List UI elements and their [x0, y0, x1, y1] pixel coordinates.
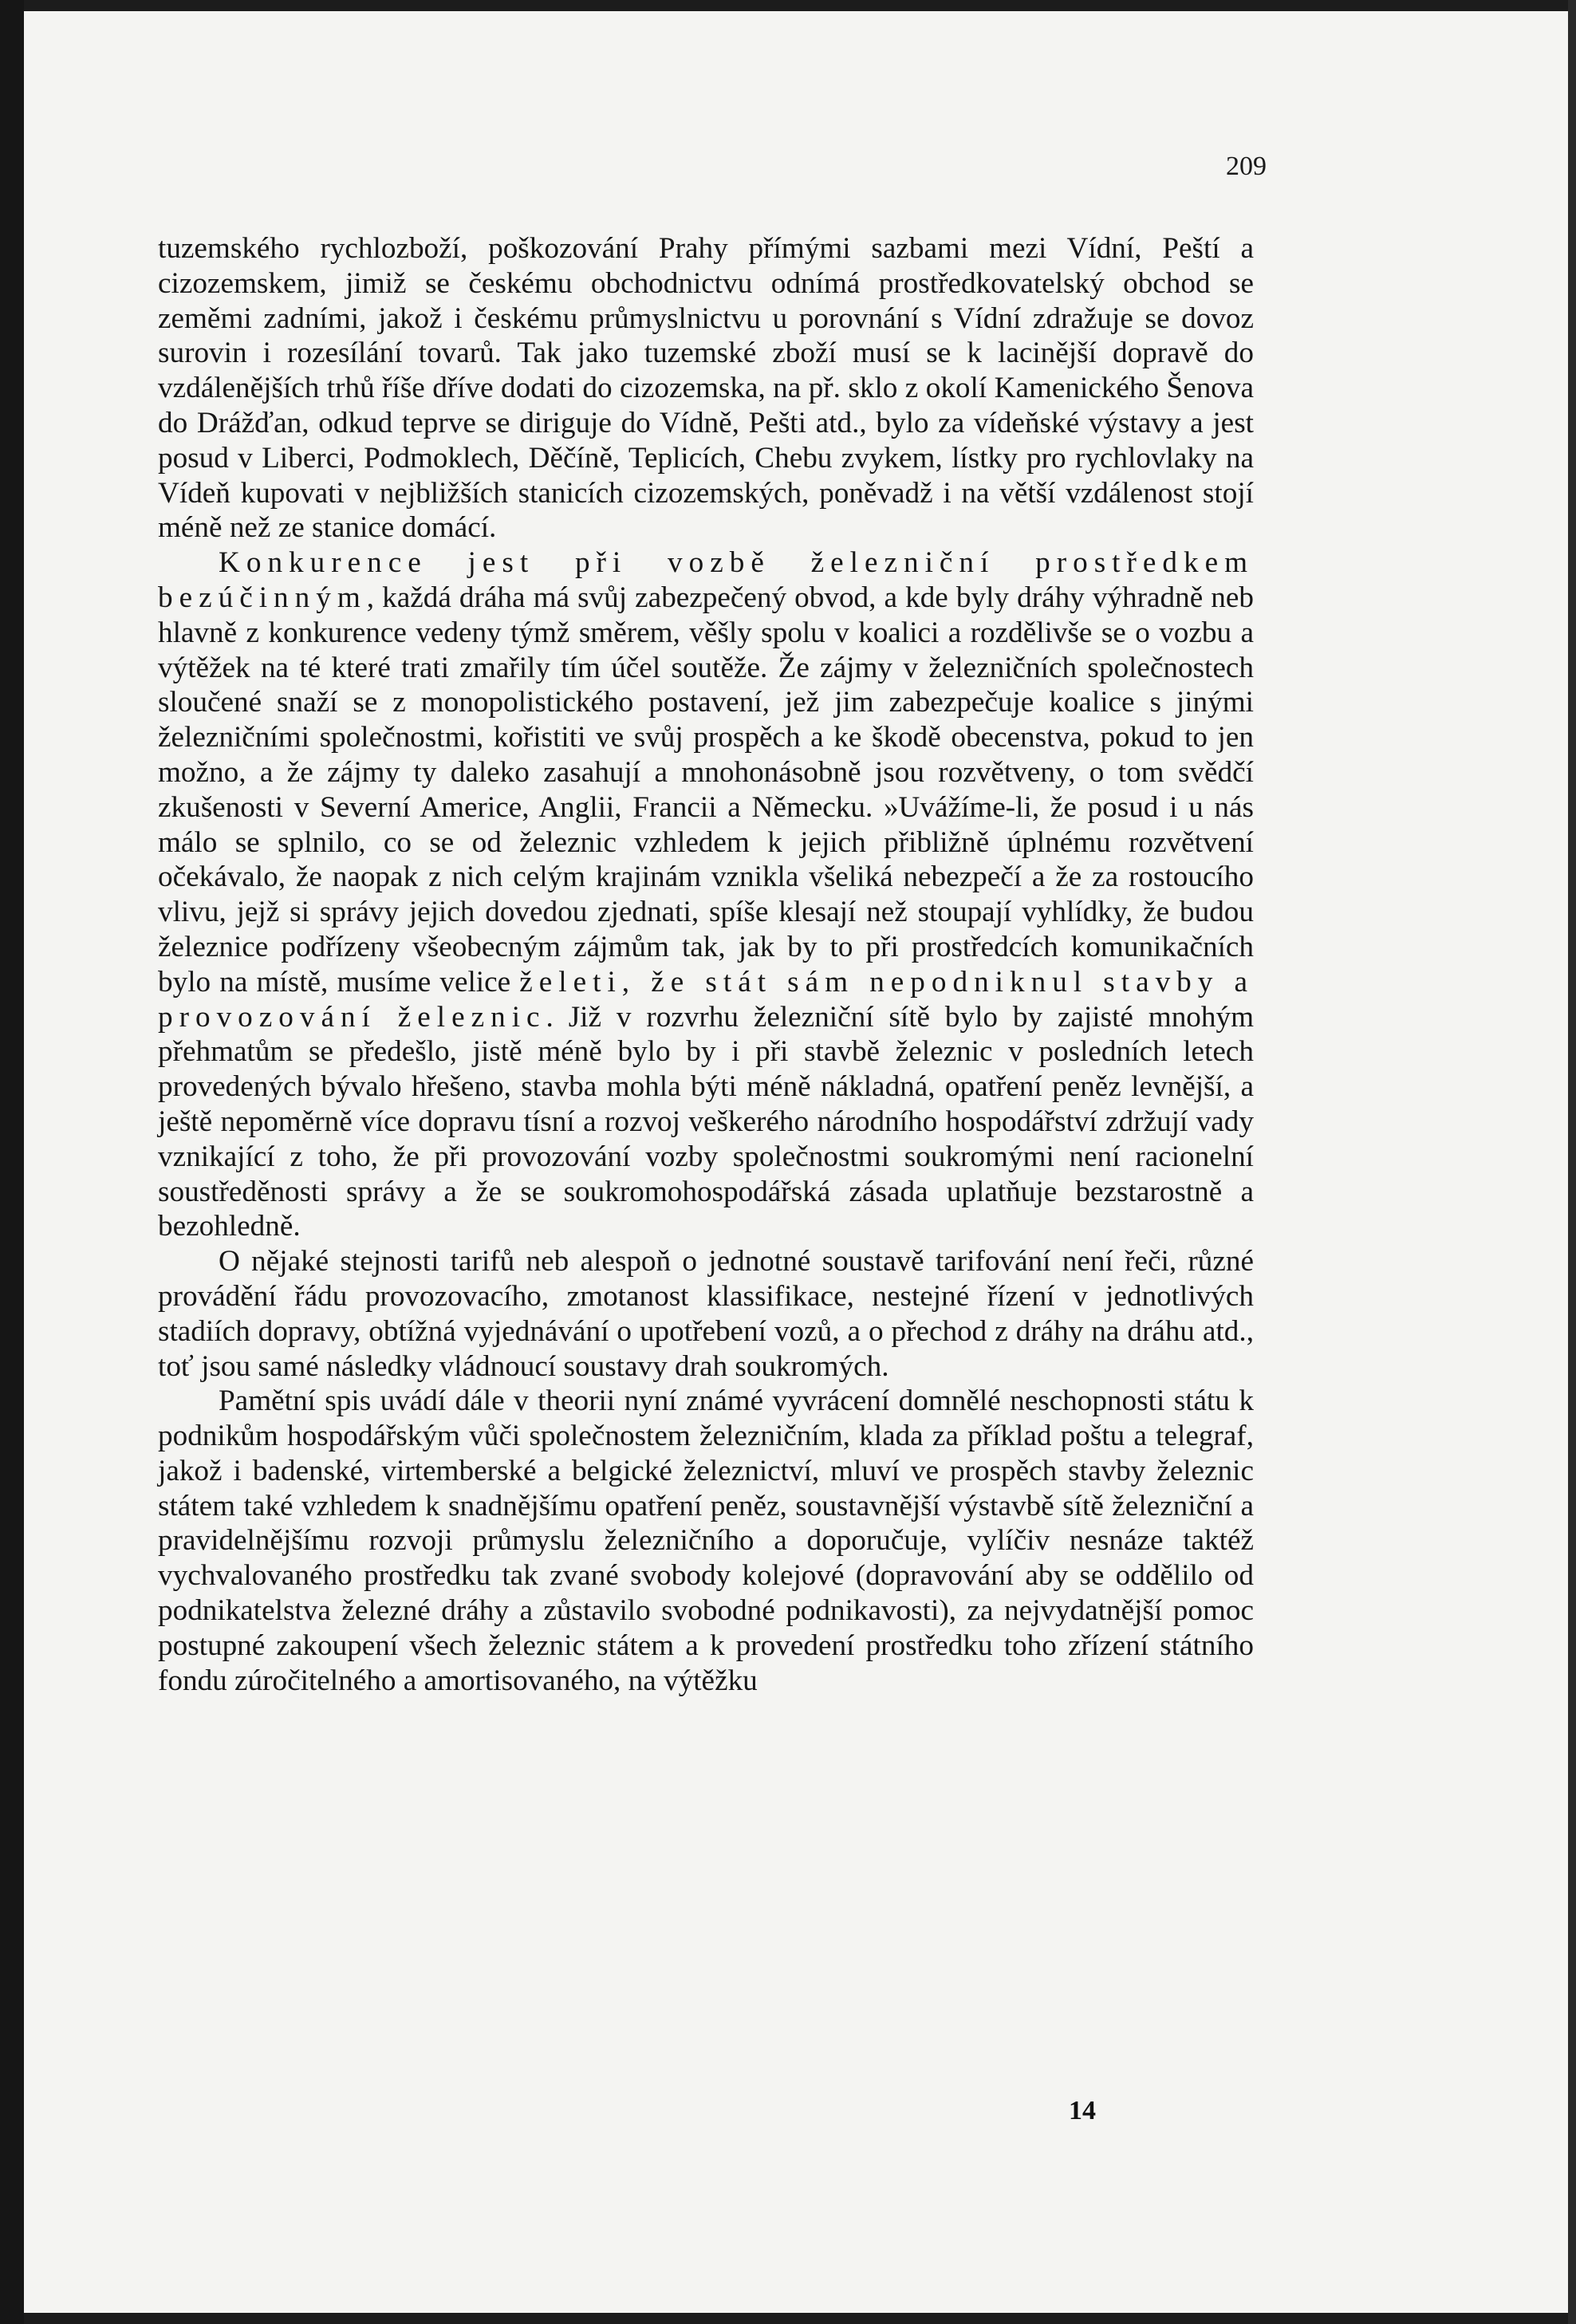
scan-left-edge	[0, 0, 24, 2324]
body-text	[158, 231, 1254, 1698]
spaced-emphasis-1: Konkurence jest při vozbě železniční prostředkem bezúčinným	[158, 546, 1254, 614]
scan-right-edge	[1568, 0, 1576, 2324]
paragraph-4: Pamětní spis uvádí dále v theorii nyní známé vyvrácení domnělé neschopnosti státu k podnikům hospodářským vůči společnostem železničním, klada za příklad poštu a telegraf, jakož i badenské, virtemberské a belgické železnictví, mluví ve prospěch stavby železnic státem také vzhledem k snadnějšímu opatření peněz, soustavnější výstavbě sítě železniční a pravidelnějšímu rozvoji průmyslu železničního a doporučuje, vylíčiv nesnáze taktéž vychvalovaného prostředku tak zvané svobody kolejové (dopravování aby se oddělilo od podnikatelstva železné dráhy a zůstavilo svobodné podnikavosti), za nejvydatnější pomoc postupné zakoupení všech železnic státem a k provedení prostředku toho zřízení státního fondu zúročitelného a amortisovaného, na výtěžku	[158, 1385, 1254, 1697]
paragraph-1: tuzemského rychlozboží, poškozování Prahy přímými sazbami mezi Vídní, Peští a cizozemskem, jimiž se českému obchodnictvu odnímá prostředkovatelský obchod se zeměmi zadními, jakož i českému průmyslnictvu u porovnání s Vídní zdražuje se dovoz surovin i rozesílání tovarů. Tak jako tuzemské zboží musí se k lacinější dopravě do vzdálenějších trhů říše dříve dodati do cizozemska, na př. sklo z okolí Kamenického Šenova do Drážďan, odkud teprve se diriguje do Vídně, Pešti atd., bylo za vídeňské výstavy a jest posud v Liberci, Podmoklech, Děčíně, Teplicích, Chebu zvykem, lístky pro rychlovlaky na Vídeň kupovati v nejbližších stanicích cizozemských, poněvadž i na větší vzdálenost stojí méně než ze stanice domácí.	[158, 232, 1254, 545]
page-number: 209	[1226, 152, 1267, 181]
signature-mark: 14	[1069, 2096, 1096, 2125]
paragraph-2-text-b: . Již v rozvrhu železniční sítě bylo by zajisté mnohým přehmatům se předešlo, jistě méně bylo by i při stavbě železnic v posledních letech provedených bývalo hřešeno, stavba mohla býti méně nákladná, opatření peněz levnější, a ještě nepoměrně více dopravu tísní a rozvoj veškerého národního hospodářství zdržují vady vznikající z toho, že při provozování vozby společnostmi soukromými není racionelní soustředěnosti správy a že se soukromohospodářská zásada uplatňuje bezstarostně a bezohledně.	[158, 1000, 1254, 1243]
paragraph-2-text-a: , každá dráha má svůj zabezpečený obvod, a kde byly dráhy výhradně neb hlavně z konkurence vedeny týmž směrem, věšly spolu v koalici a rozdělivše se o vozbu a výtěžek na té které trati zmařily tím účel soutěže. Že zájmy v železničních společnostech sloučené snaží se z monopolistického postavení, jež jim zabezpečuje koalice s jinými železničními společnostmi, kořistiti ve svůj prospěch a ke škodě obecenstva, pokud to jen možno, a že zájmy ty daleko zasahují a mnohonásobně jsou rozvětveny, o tom svědčí zkušenosti v Severní Americe, Anglii, Francii a Německu. »Uvážíme-li, že posud i u nás málo se splnilo, co se od železnic vzhledem k jejich přibližně úplnému rozvětvení očekávalo, že naopak z nich celým krajinám vznikla všeliká nebezpečí a že za rostoucího vlivu, jejž si správy jejich dovedou zjednati, spíše klesají než stoupají vyhlídky, že budou železnice podřízeny všeobecným zájmům tak, jak by to při prostředcích komunikačních bylo na místě, musíme velice	[158, 581, 1254, 999]
paragraph-3: O nějaké stejnosti tarifů neb alespoň o jednotné soustavě tarifování není řeči, různé provádění řádu provozovacího, zmotanost klassifikace, nestejné řízení v jednotlivých stadiích dopravy, obtížná vyjednávání o upotřebení vozů, a o přechod z dráhy na dráhu atd., toť jsou samé následky vládnoucí soustavy drah soukromých.	[158, 1245, 1254, 1383]
paragraph-2	[158, 546, 1254, 1244]
spaced-emphasis-2: želeti, že stát sám nepodniknul stavby a provozování železnic	[158, 965, 1254, 1034]
